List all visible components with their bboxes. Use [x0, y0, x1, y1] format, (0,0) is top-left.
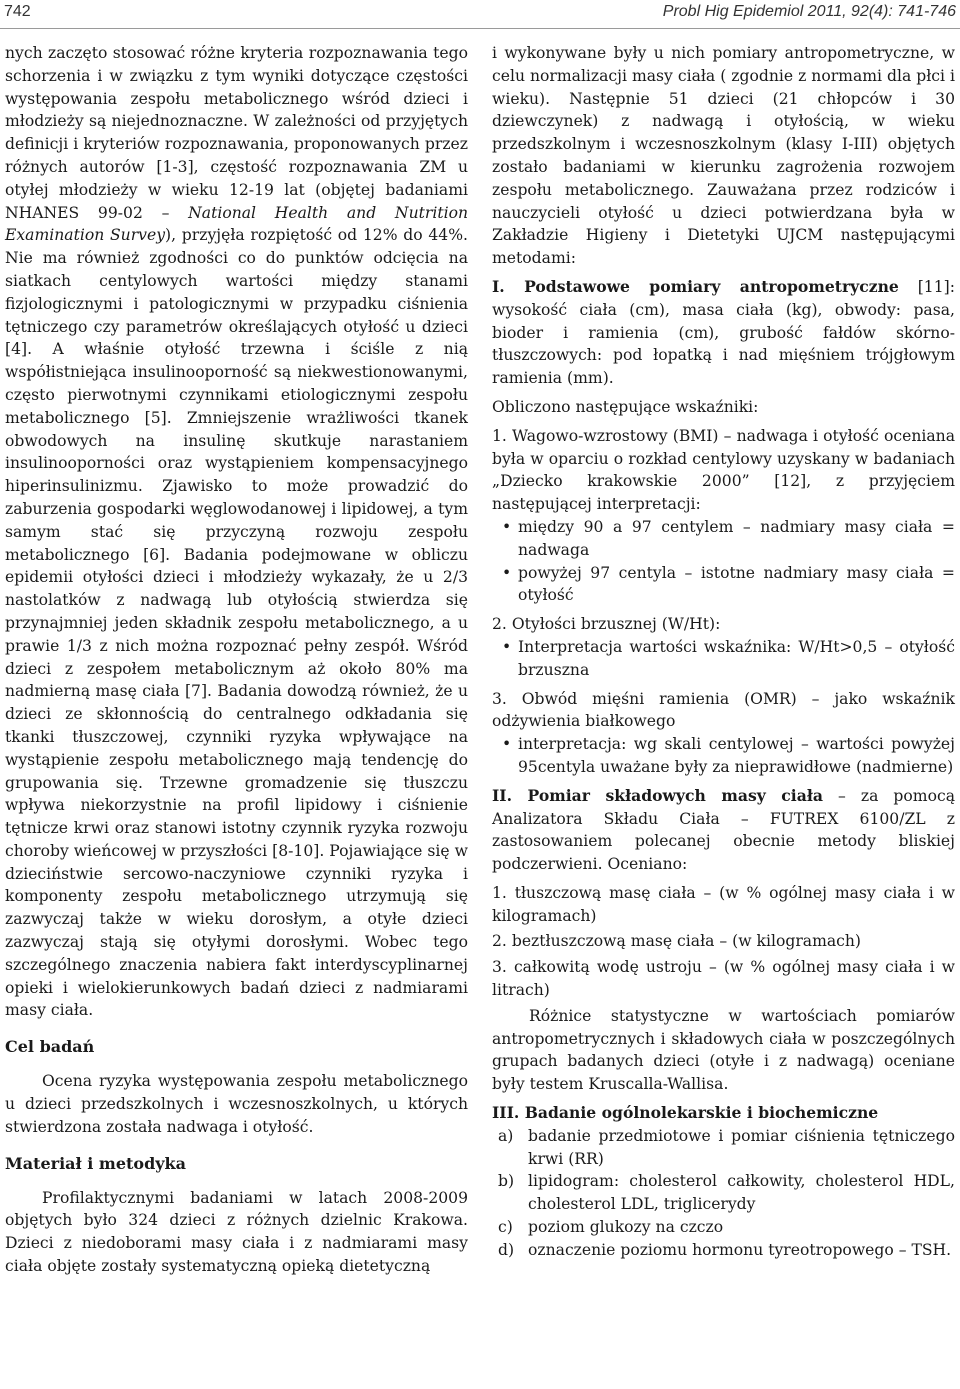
lettered-item: d) oznaczenie poziomu hormonu tyreotropowego – TSH. [498, 1240, 952, 1259]
list-item: 2. Otyłości brzusznej (W/Ht): [492, 615, 721, 634]
section-body-composition: II. Pomiar składowych masy ciała – za pomocą Analizatora Składu Ciała – FUTREX 6100/ZL z zastosowaniem polecanej obecnie metody bliskiej podczerwieni. Oceniano: [492, 785, 955, 874]
bullet-item: • Interpretacja wartości wskaźnika: W/Ht>0,5 – otyłość brzuszna [492, 636, 955, 682]
section-title: II. Pomiar składowych masy ciała [492, 785, 823, 805]
list-item: 3. Obwód mięśni ramienia (OMR) – jako wskaźnik odżywienia białkowego [492, 689, 955, 731]
section-medical-exam [492, 1102, 955, 1125]
computed-indices-label: Obliczono następujące wskaźniki: [492, 397, 759, 416]
section-title: I. Podstawowe pomiary antropometryczne [492, 276, 899, 296]
section-title: III. Badanie ogólnolekarskie i biochemiczne [492, 1103, 879, 1123]
lettered-item: c) poziom glukozy na czczo [498, 1218, 724, 1237]
left-column [5, 42, 468, 1278]
list-item: 1. Wagowo-wzrostowy (BMI) – nadwaga i otyłość oceniana była w oparciu o rozkład centylowy uzyskany w badaniach „Dziecko krakowskie 2000” [12], z przyjęciem następującej interpretacji: [492, 426, 955, 514]
list-item: 1. tłuszczową masę ciała – (w % ogólnej masy ciała i w kilogramach) [492, 883, 955, 925]
running-header [0, 0, 960, 29]
bullet-item: • powyżej 97 centyla – istotne nadmiary masy ciała = otyłość [492, 562, 955, 608]
section-heading-aims: Cel badań [5, 1037, 95, 1057]
list-item: 2. beztłuszczową masę ciała – (w kilogramach) [492, 932, 862, 951]
lettered-item: b) lipidogram: cholesterol całkowity, cholesterol HDL, cholesterol LDL, triglicerydy [498, 1172, 955, 1214]
section-heading-methods: Materiał i metodyka [5, 1153, 187, 1173]
journal-citation: Probl Hig Epidemiol 2011, 92(4): 741-746 [662, 3, 956, 20]
page-number: 742 [4, 3, 31, 20]
italic-term: National Health and Nutrition Examination Survey [5, 203, 469, 245]
methods-paragraph: Profilaktycznymi badaniami w latach 2008-2009 objętych było 324 dzieci z różnych dzielnic Krakowa. Dzieci z niedoborami masy ciała i z nadmiarami masy ciała objęte zostały systematyczną opieką dietetyczną [5, 1188, 468, 1276]
right-column [492, 42, 955, 1262]
list-item: 3. całkowitą wodę ustroju – (w % ogólnej masy ciała i w litrach) [492, 958, 955, 1000]
statistics-paragraph: Różnice statystyczne w wartościach pomiarów antropometrycznych i składowych ciała w poszczególnych grupach badanych dzieci (otyłe i z nadwagą) oceniane były testem Kruscalla-Wallisa. [492, 1006, 955, 1094]
lettered-item: a) badanie przedmiotowe i pomiar ciśnienia tętniczego krwi (RR) [498, 1126, 955, 1168]
body-paragraph: nych zaczęto stosować różne kryteria rozpoznawania tego schorzenia i w związku z tym wyniki dotyczące częstości występowania zespołu metabolicznego wśród dzieci i młodzieży są niejednoznaczne. W zależności od przyjętych definicji i kryteriów rozpoznawania, proponowanych przez różnych autorów [1-3], częstość rozpoznawania ZM u otyłej młodzieży w wieku 12-19 lat (objętej badaniami NHANES 99-02 – National Health and Nutrition Examination Survey), przyjęła rozpiętość od 12% do 44%. Nie ma również zgodności co do punktów odcięcia na siatkach centylowych wartości między stanami fizjologicznymi i patologicznymi w przypadku ciśnienia tętniczego czy parametrów określających otyłość u dzieci [4]. A właśnie otyłość trzewna i ściśle z nią współistniejąca insulinooporność są niekwestionowanymi, często pierwotnymi czynnikami etiologicznymi zespołu metabolicznego [5]. Zmniejszenie wrażliwości tkanek obwodowych na insulinę skutkuje narastaniem insulinooporności oraz wystąpieniem kompensacyjnego hiperinsulinizmu. Zjawisko to może prowadzić do zaburzenia gospodarki węglowodanowej i lipidowej, a tym samym stać się przyczyną rozwoju zespołu metabolicznego [6]. Badania podejmowane w obliczu epidemii otyłości dzieci i młodzieży wykazały, że u 2/3 nastolatków z nadwagą lub otyłością stwierdza się przynajmniej jeden składnik zespołu metabolicznego, a u prawie 1/3 z nich można rozpoznać pełny zespół. Wśród dzieci z zespołem metabolicznym aż około 80% ma nadmierną masę ciała [7]. Badania dowodzą również, że u dzieci ze skłonnością do centralnego odkładania się tkanki tłuszczowej, czynniki ryzyka wpływające na wystąpienie zespołu metabolicznego mają tendencję do grupowania się. Trzewne gromadzenie się tłuszczu wpływa niekorzystnie na profil lipidowy i ciśnienie tętnicze krwi oraz stanowi istotny czynnik ryzyka rozwoju choroby wieńcowej w przyszłości [8-10]. Pojawiające się w dzieciństwie sercowo-naczyniowe czynniki ryzyka i komponenty zespołu metabolicznego utrzymują się zazwyczaj także w wieku dorosłym, a otyłe dzieci zazwyczaj stają się otyłymi dorosłymi. Wobec tego szczególnego znaczenia nabiera fakt interdyscyplinarnej opieki i wielokierunkowych badań dzieci z nadmiarami masy ciała. [5, 44, 469, 1020]
section-anthropometry: I. Podstawowe pomiary antropometryczne [11]: wysokość ciała (cm), masa ciała (kg), obwody: pasa, bioder i ramienia (cm), grubość fałdów skórno-tłuszczowych: pod łopatką i nad mięśniem trójgłowym ramienia (mm). [492, 276, 955, 388]
body-paragraph: i wykonywane były u nich pomiary antropometryczne, w celu normalizacji masy ciała ( zgodnie z normami dla płci i wieku). Następnie 51 dzieci (21 chłopców i 30 dziewczynek) z nadwagą i otyłością, w wieku przedszkolnym i wczesnoszkolnym (klasy I-III) objętych zostało badaniami w kierunku zagrożenia rozwojem zespołu metabolicznego. Zauważana przez rodziców i nauczycieli otyłość u dzieci potwierdzana była w Zakładzie Higieny i Dietetyki UJCM następującymi metodami: [492, 44, 955, 268]
aims-paragraph: Ocena ryzyka występowania zespołu metabolicznego u dzieci przedszkolnych i wczesnoszkolnych, u których stwierdzona została nadwaga i otyłość. [5, 1072, 468, 1136]
bullet-item: • interpretacja: wg skali centylowej – wartości powyżej 95centyla uważane były za nieprawidłowe (nadmierne) [492, 733, 955, 779]
bullet-item: • między 90 a 97 centylem – nadmiary masy ciała = nadwaga [492, 516, 955, 562]
